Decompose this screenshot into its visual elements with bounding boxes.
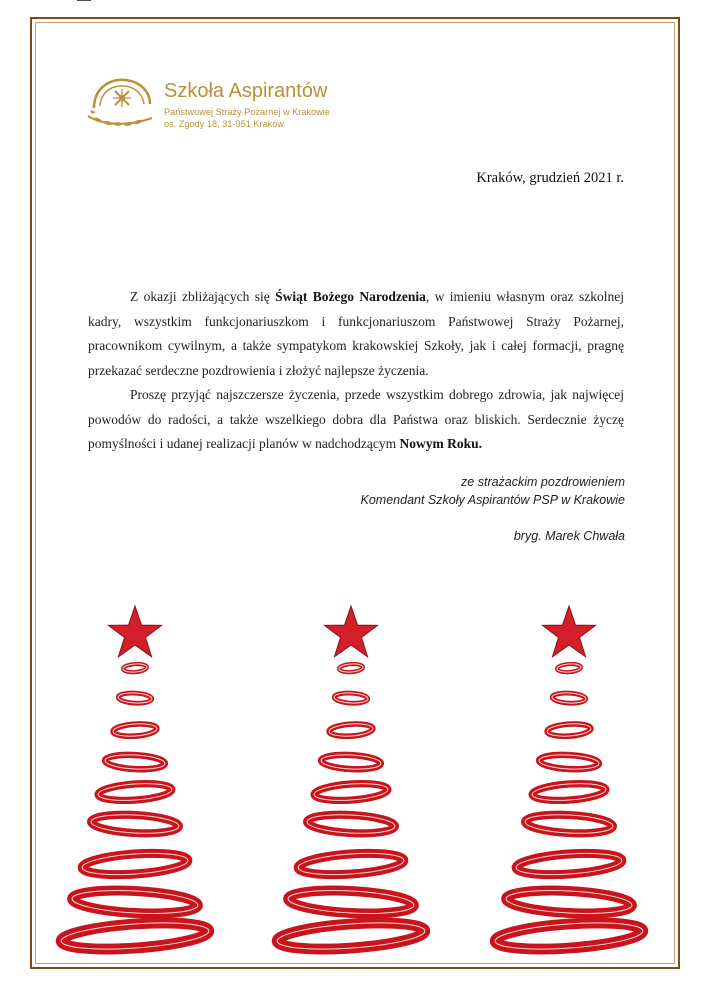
- letter-emphasis: Świąt Bożego Narodzenia: [275, 289, 426, 304]
- christmas-tree-ribbon-icon: [50, 600, 220, 960]
- letter-date: Kraków, grudzień 2021 r.: [476, 170, 624, 186]
- ribbon-ring: [329, 722, 374, 739]
- ribbon-ring: [321, 753, 382, 773]
- christmas-trees-decoration: [0, 600, 709, 960]
- ribbon-ring: [98, 781, 173, 805]
- ribbon-ring: [306, 813, 395, 839]
- fire-brigade-emblem-icon: [86, 74, 156, 130]
- letter-text: Proszę przyjąć najszczersze życzenia, przede wszystkim dobrego zdrowia, jak najwięcej powodów do radości, a także wszelkiego dobra dla Państwa oraz bliskich. Serdecznie życzę pomyślności i udanej realizacji planów w nadchodzącym: [88, 387, 624, 451]
- ribbon-ring: [123, 663, 148, 674]
- ribbon-ring: [557, 663, 582, 674]
- ribbon-ring: [334, 692, 369, 706]
- ribbon-ring: [552, 692, 587, 706]
- ribbon-ring: [532, 781, 607, 805]
- ribbon-ring: [118, 692, 153, 706]
- star-icon: [324, 606, 377, 657]
- ribbon-ring: [105, 753, 166, 773]
- signature-greeting: ze strażackim pozdrowieniem: [461, 475, 625, 489]
- school-logo: [86, 74, 336, 130]
- ribbon-ring: [524, 813, 613, 839]
- ribbon-ring: [60, 919, 210, 957]
- ribbon-ring: [71, 888, 198, 920]
- star-icon: [108, 606, 161, 657]
- letter-text: , w imieniu własnym oraz szkolnej kadry, wszystkim funkcjonariuszkom i funkcjonariuszom Państwowej Straży Pożarnej, pracownikom cywilnym, a także sympatykom krakowskiej Szkoły, jak i całej formacji, pragnę przekazać serdeczne pozdrowienia i złożyć najlepsze życzenia.: [88, 289, 624, 378]
- top-edge-mark: [77, 0, 91, 1]
- ribbon-ring: [539, 753, 600, 773]
- signature-name: bryg. Marek Chwała: [513, 529, 625, 543]
- letter-body: [88, 285, 624, 457]
- ribbon-ring: [339, 663, 364, 674]
- letter-text: Z okazji zbliżających się: [130, 289, 276, 304]
- ribbon-ring: [515, 850, 622, 881]
- ribbon-ring: [90, 813, 179, 839]
- ribbon-ring: [314, 781, 389, 805]
- letter-paragraph: [88, 285, 624, 383]
- ribbon-ring: [276, 919, 426, 957]
- logo-title: Szkoła Aspirantów: [164, 80, 328, 102]
- christmas-tree-ribbon-icon: [266, 600, 436, 960]
- ribbon-ring: [494, 919, 644, 957]
- ribbon-ring: [505, 888, 632, 920]
- signature-title: Komendant Szkoły Aspirantów PSP w Krakowie: [360, 493, 625, 507]
- ribbon-ring: [297, 850, 404, 881]
- logo-subtitle: Państwowej Straży Pożarnej w Krakowie: [164, 107, 330, 117]
- ribbon-ring: [547, 722, 592, 739]
- star-icon: [542, 606, 595, 657]
- christmas-tree-ribbon-icon: [484, 600, 654, 960]
- letter-emphasis: Nowym Roku.: [399, 436, 483, 451]
- ribbon-ring: [81, 850, 188, 881]
- logo-address: os. Zgody 18, 31-951 Kraków: [164, 119, 285, 129]
- ribbon-ring: [287, 888, 414, 920]
- letter-paragraph: [88, 383, 624, 457]
- ribbon-ring: [113, 722, 158, 739]
